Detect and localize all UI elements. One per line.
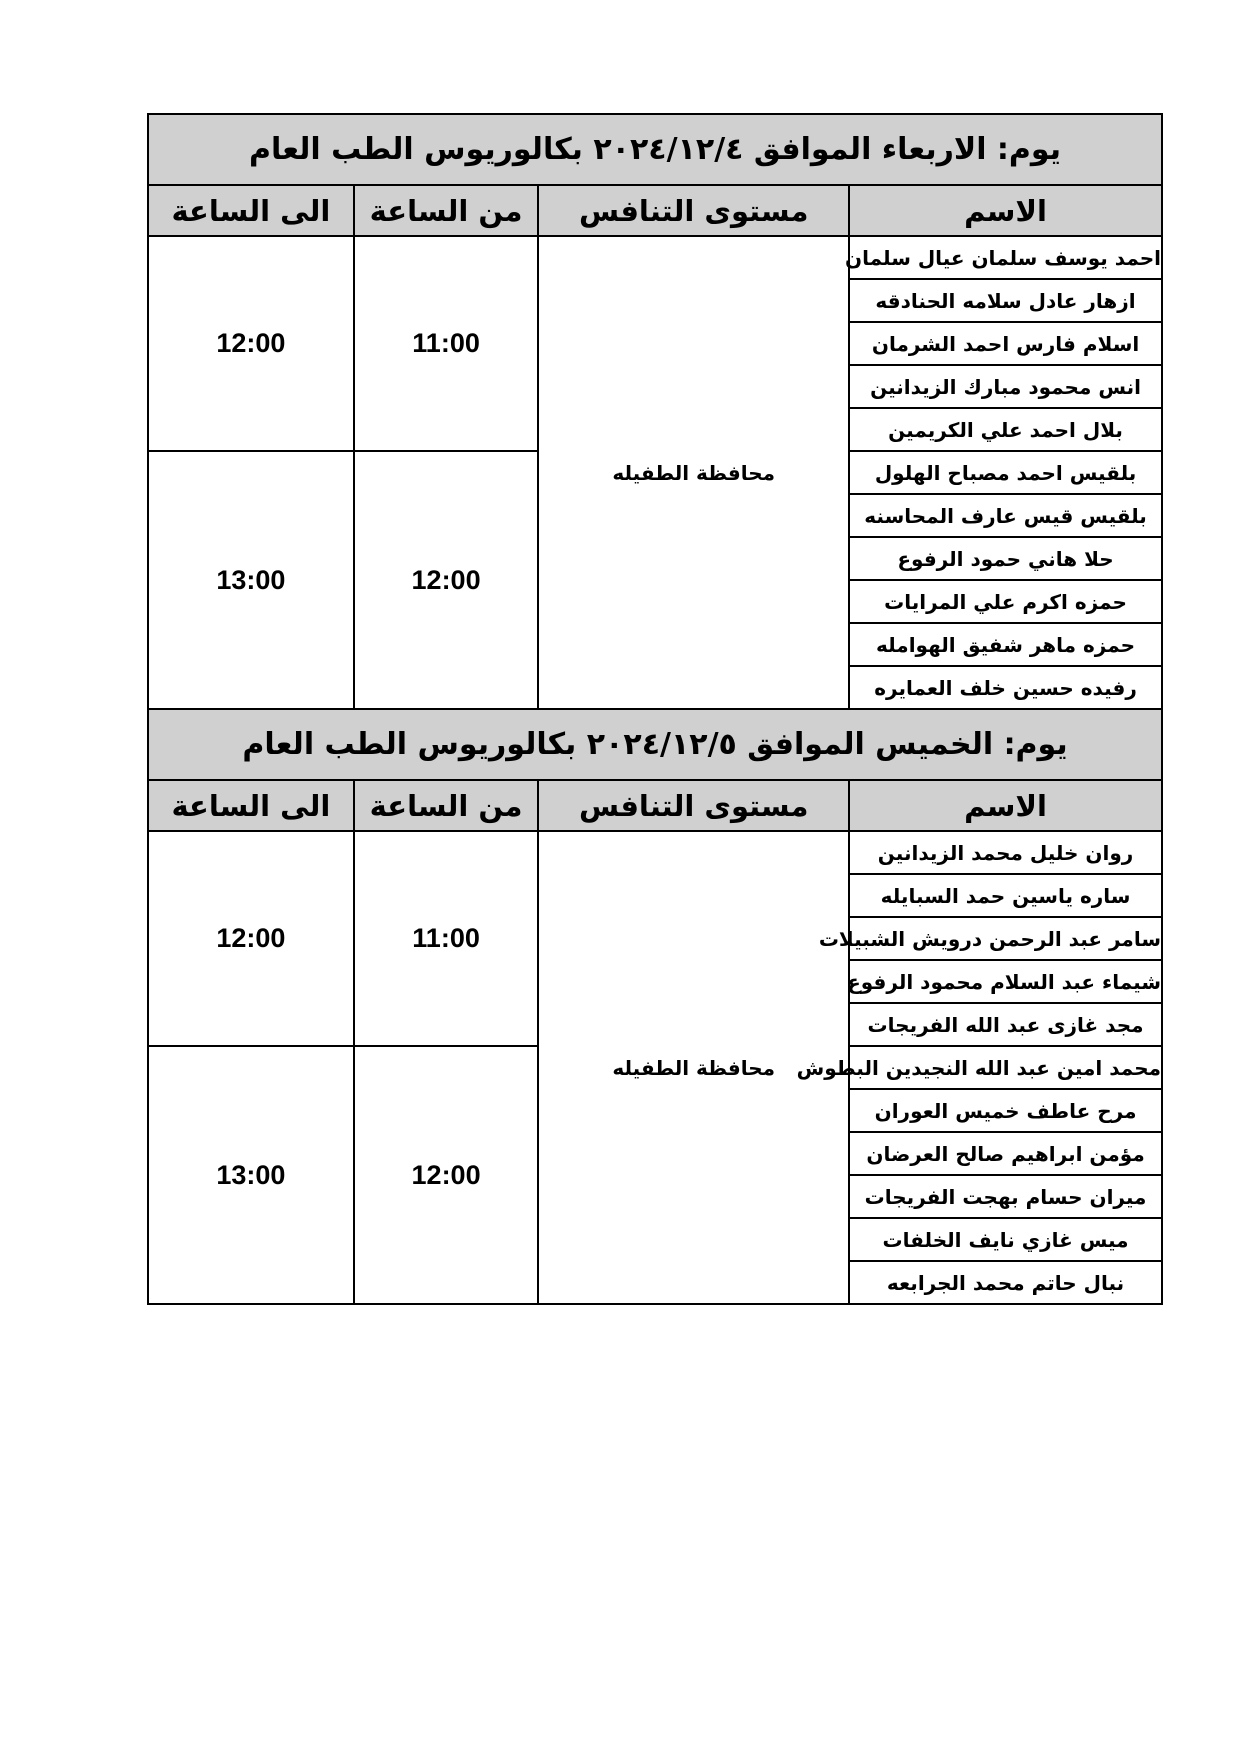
student-name: حلا هاني حمود الرفوع — [849, 537, 1162, 580]
student-name: ميران حسام بهجت الفريجات — [849, 1175, 1162, 1218]
table-row — [148, 831, 1162, 874]
to-time: 12:00 — [148, 236, 354, 451]
student-name: بلقيس احمد مصباح الهلول — [849, 451, 1162, 494]
day-title: يوم: الخميس الموافق ٢٠٢٤/١٢/٥ بكالوريوس الطب العام — [148, 709, 1162, 780]
from-time: 11:00 — [354, 236, 539, 451]
from-time: 11:00 — [354, 831, 539, 1046]
header-name: الاسم — [849, 185, 1162, 236]
student-name: محمد امين عبد الله النجيدين البطوش — [849, 1046, 1162, 1089]
student-name: ساره ياسين حمد السبايله — [849, 874, 1162, 917]
student-name: ازهار عادل سلامه الحنادقه — [849, 279, 1162, 322]
from-time: 12:00 — [354, 451, 539, 709]
header-row — [148, 185, 1162, 236]
student-name: بلال احمد علي الكريمين — [849, 408, 1162, 451]
student-name: انس محمود مبارك الزيدانين — [849, 365, 1162, 408]
header-row — [148, 780, 1162, 831]
table-row — [148, 236, 1162, 279]
schedule-table — [147, 113, 1163, 1305]
header-to: الى الساعة — [148, 185, 354, 236]
student-name: حمزه ماهر شفيق الهوامله — [849, 623, 1162, 666]
student-name: رفيده حسين خلف العمايره — [849, 666, 1162, 709]
student-name: مرح عاطف خميس العوران — [849, 1089, 1162, 1132]
day-title-row — [148, 114, 1162, 185]
to-time: 13:00 — [148, 1046, 354, 1304]
student-name: شيماء عبد السلام محمود الرفوع — [849, 960, 1162, 1003]
student-name: اسلام فارس احمد الشرمان — [849, 322, 1162, 365]
header-name: الاسم — [849, 780, 1162, 831]
student-name: نبال حاتم محمد الجرابعه — [849, 1261, 1162, 1304]
header-from: من الساعة — [354, 780, 539, 831]
header-level: مستوى التنافس — [538, 185, 849, 236]
header-from: من الساعة — [354, 185, 539, 236]
header-to: الى الساعة — [148, 780, 354, 831]
competition-level: محافظة الطفيله — [538, 236, 849, 709]
header-level: مستوى التنافس — [538, 780, 849, 831]
day-title-row — [148, 709, 1162, 780]
day-title: يوم: الاربعاء الموافق ٢٠٢٤/١٢/٤ بكالوريوس الطب العام — [148, 114, 1162, 185]
student-name: بلقيس قيس عارف المحاسنه — [849, 494, 1162, 537]
student-name: مجد غازى عبد الله الفريجات — [849, 1003, 1162, 1046]
student-name: مؤمن ابراهيم صالح العرضان — [849, 1132, 1162, 1175]
student-name: حمزه اكرم علي المرايات — [849, 580, 1162, 623]
schedule-sheet — [147, 113, 1163, 1305]
to-time: 12:00 — [148, 831, 354, 1046]
student-name: سامر عبد الرحمن درويش الشبيلات — [849, 917, 1162, 960]
to-time: 13:00 — [148, 451, 354, 709]
student-name: احمد يوسف سلمان عيال سلمان — [849, 236, 1162, 279]
competition-level: محافظة الطفيله — [538, 831, 849, 1304]
student-name: ميس غازي نايف الخلفات — [849, 1218, 1162, 1261]
from-time: 12:00 — [354, 1046, 539, 1304]
student-name: روان خليل محمد الزيدانين — [849, 831, 1162, 874]
